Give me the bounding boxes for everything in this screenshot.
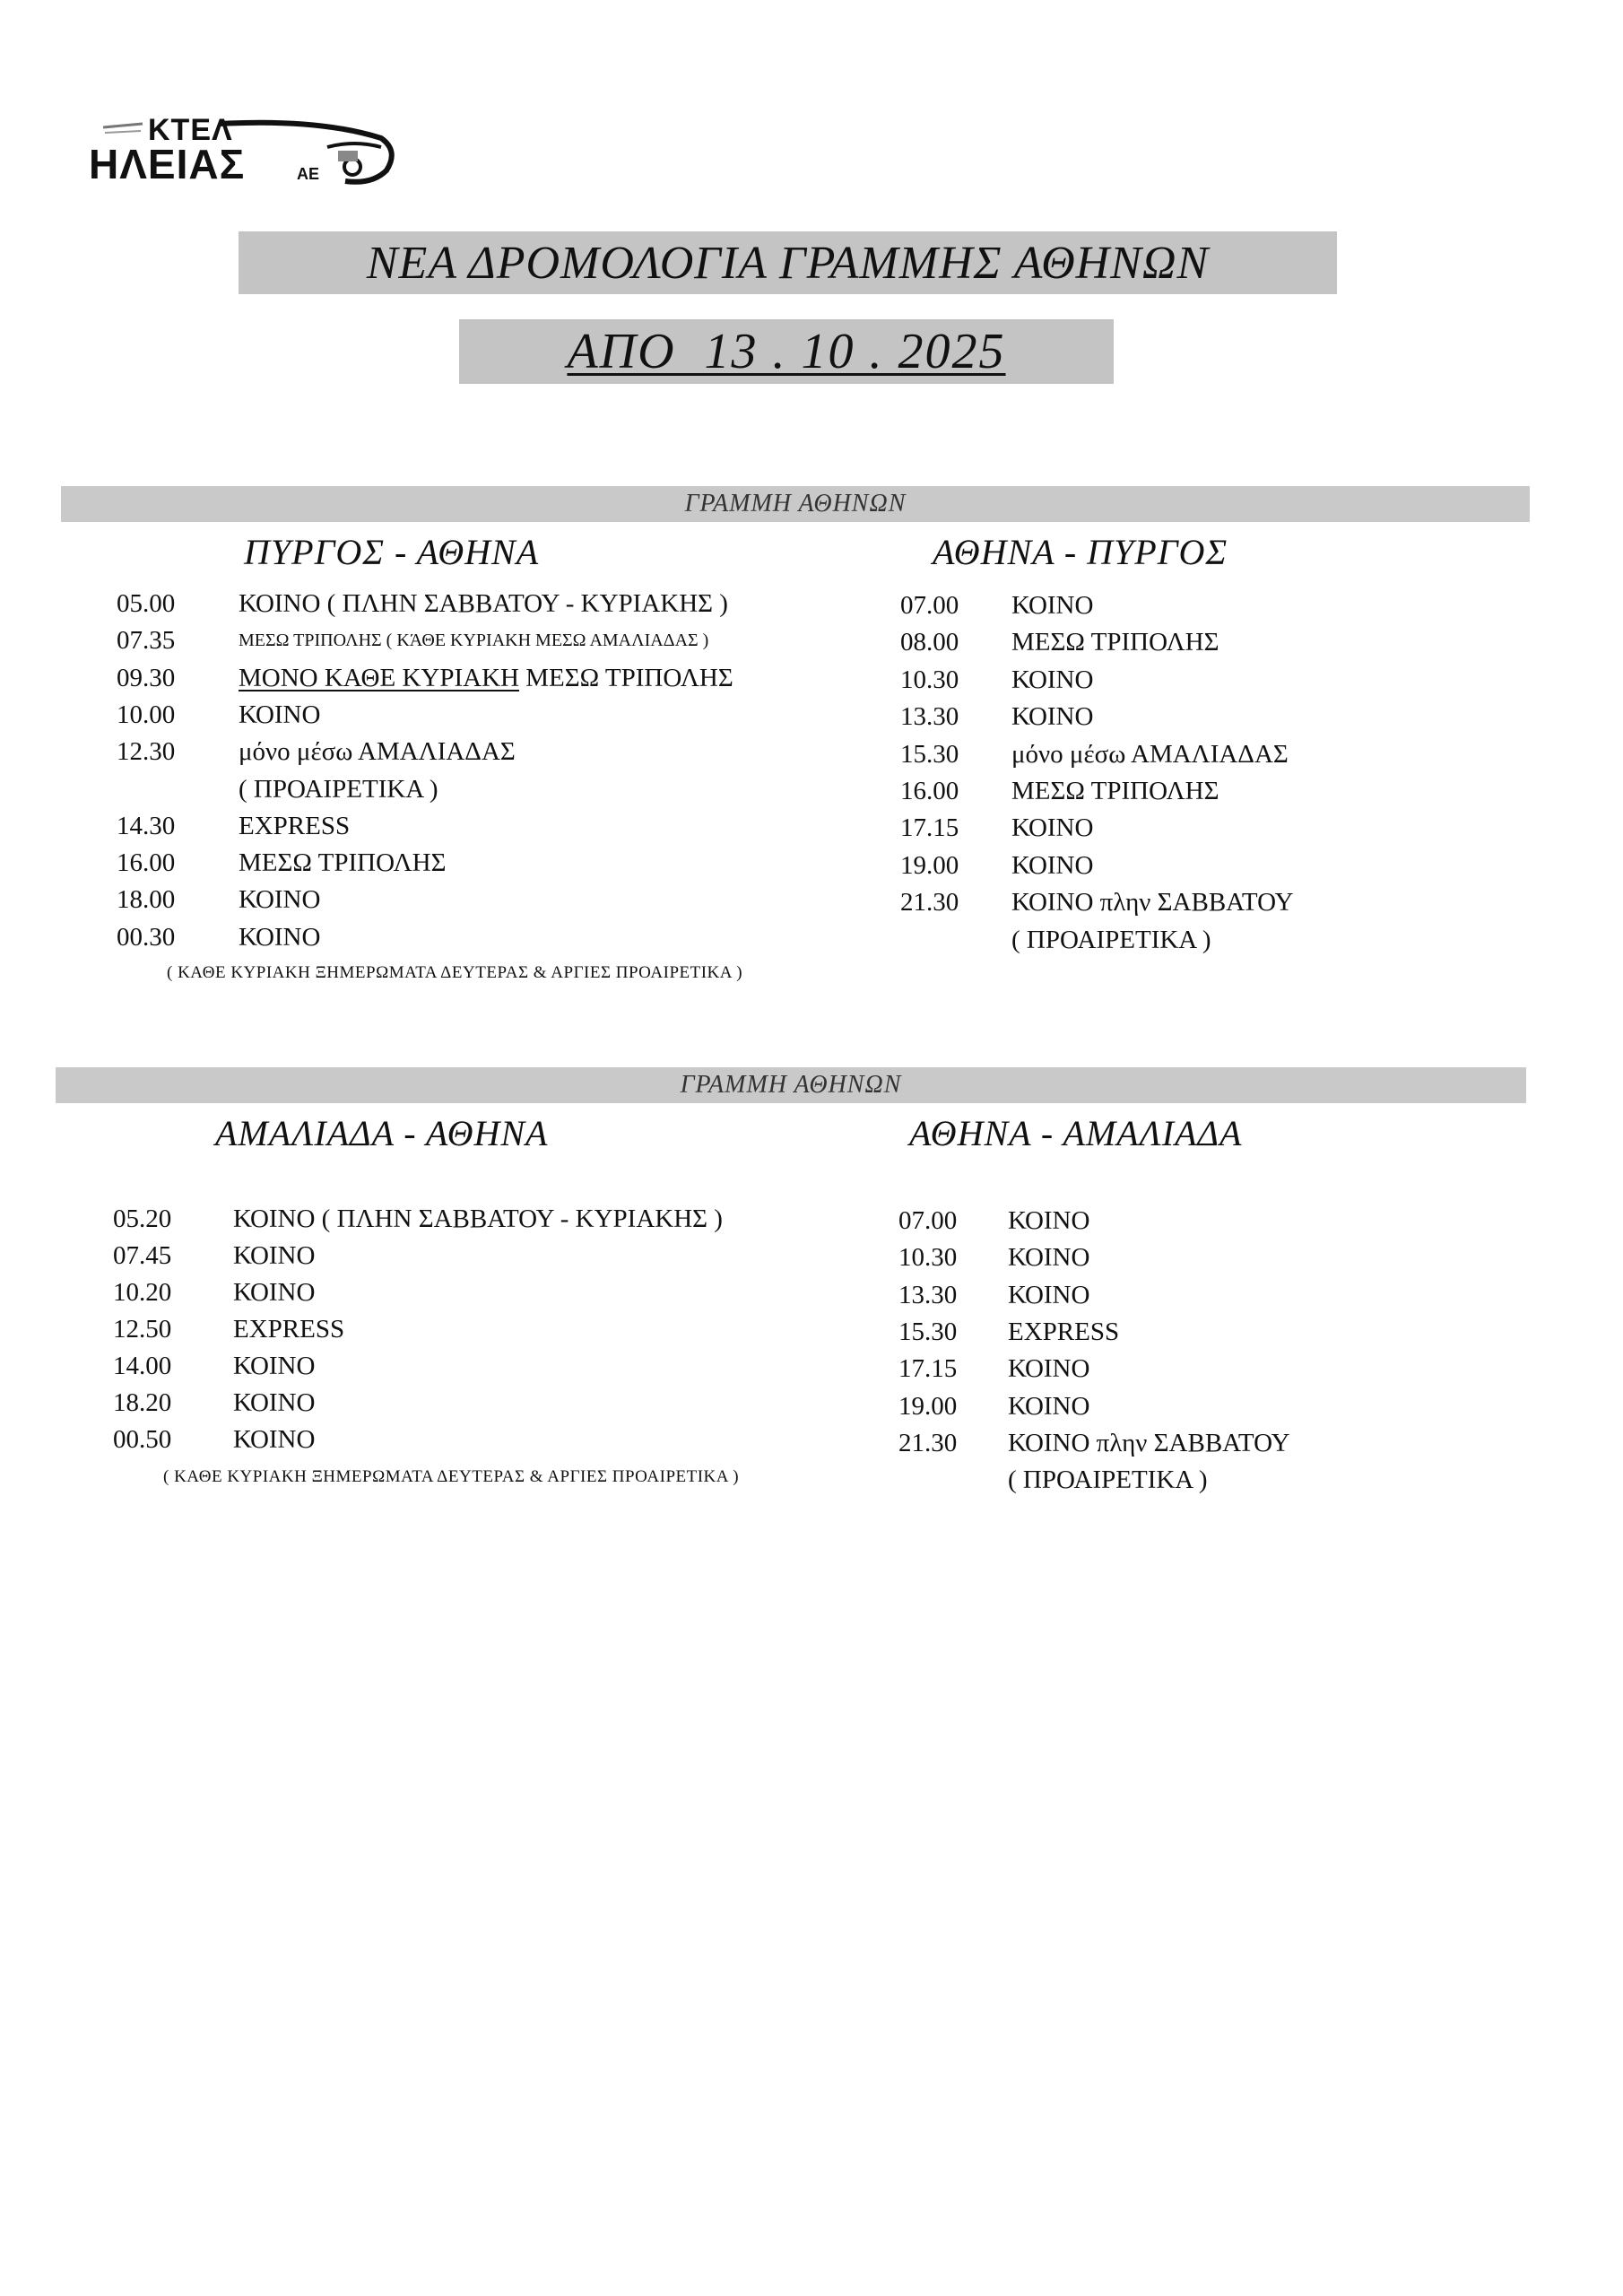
departure-time: 05.20	[113, 1205, 172, 1233]
route-description: ΚΟΙΝΟ	[1008, 1243, 1090, 1273]
route-description: ΚΟΙΝΟ	[1011, 591, 1094, 620]
departure-time: 10.30	[898, 1243, 958, 1273]
route-description-rest: ΜΕΣΩ ΤΡΙΠΟΛΗΣ	[518, 663, 733, 692]
departure-time: 19.00	[900, 850, 959, 880]
departure-time: 12.50	[113, 1315, 172, 1344]
route-description: ΜΕΣΩ ΤΡΙΠΟΛΗΣ	[1011, 777, 1219, 805]
departure-time: 14.30	[117, 811, 176, 840]
departure-time: 18.20	[113, 1388, 172, 1417]
route-heading-amaliada-athina: ΑΜΑΛΙΑΔΑ - ΑΘΗΝΑ	[215, 1113, 549, 1153]
schedule-note: ( ΚΑΘΕ ΚΥΡΙΑΚΗ ΞΗΜΕΡΩΜΑΤΑ ΔΕΥΤΕΡΑΣ & ΑΡΓΙΕΣ ΠΡΟΑΙΡΕΤΙΚΑ )	[163, 1467, 740, 1486]
route-description: ΚΟΙΝΟ	[233, 1425, 316, 1454]
route-description: ΚΟΙΝΟ	[233, 1278, 316, 1307]
departure-time: 15.30	[898, 1317, 958, 1346]
departure-time: 17.15	[898, 1354, 958, 1384]
departure-time: 00.30	[117, 922, 176, 952]
schedule-note: ( ΚΑΘΕ ΚΥΡΙΑΚΗ ΞΗΜΕΡΩΜΑΤΑ ΔΕΥΤΕΡΑΣ & ΑΡΓΙΕΣ ΠΡΟΑΙΡΕΤΙΚΑ )	[167, 963, 743, 982]
route-description: ΚΟΙΝΟ	[1011, 850, 1094, 880]
route-description: μόνο μέσω ΑΜΑΛΙΑΔΑΣ	[1011, 739, 1289, 769]
route-heading-pyrgos-athina: ΠΥΡΓΟΣ - ΑΘΗΝΑ	[244, 532, 540, 572]
departure-time: 14.00	[113, 1352, 172, 1380]
route-description: ΚΟΙΝΟ	[233, 1388, 316, 1417]
route-description: ΜΕΣΩ ΤΡΙΠΟΛΗΣ	[1011, 628, 1219, 657]
company-logo	[85, 115, 408, 185]
page-title-text: ΝΕΑ ΔΡΟΜΟΛΟΓΙΑ ΓΡΑΜΜΗΣ ΑΘΗΝΩΝ	[366, 237, 1210, 289]
departure-time: 21.30	[898, 1428, 958, 1457]
route-description: ΜΕΣΩ ΤΡΙΠΟΛΗΣ ( ΚΆΘΕ ΚΥΡΙΑΚΗ ΜΕΣΩ ΑΜΑΛΙΑΔΑΣ )	[239, 631, 709, 651]
route-description: ΚΟΙΝΟ	[1011, 702, 1094, 732]
departure-time: 10.30	[900, 665, 959, 694]
route-description: ΚΟΙΝΟ	[1011, 665, 1094, 694]
route-description: ΚΟΙΝΟ πλην ΣΑΒΒΑΤΟΥ	[1011, 888, 1294, 918]
section-band-amaliada	[56, 1067, 1526, 1103]
route-description: ΚΟΙΝΟ	[233, 1241, 316, 1270]
route-description-emphasis: ΜΟΝΟ ΚΑΘΕ ΚΥΡΙΑΚΗ	[239, 663, 519, 692]
logo-text-suffix: ΑΕ	[297, 165, 320, 183]
section-band-label: ΓΡΑΜΜΗ ΑΘΗΝΩΝ	[680, 1071, 902, 1099]
departure-time: 16.00	[117, 848, 176, 878]
departure-time: 07.00	[898, 1206, 958, 1235]
route-description: ΚΟΙΝΟ ( ΠΛΗΝ ΣΑΒΒΑΤΟΥ - ΚΥΡΙΑΚΗΣ )	[233, 1205, 723, 1233]
route-description: ΚΟΙΝΟ πλην ΣΑΒΒΑΤΟΥ	[1008, 1428, 1290, 1457]
departure-time: 05.00	[117, 589, 176, 618]
logo-text-bottom: ΗΛΕΙΑΣ	[89, 141, 246, 187]
route-description: EXPRESS	[239, 811, 351, 840]
departure-time: 07.45	[113, 1241, 172, 1270]
departure-time: 07.35	[117, 626, 176, 656]
departure-time: 09.30	[117, 663, 176, 692]
departure-time: 10.20	[113, 1278, 172, 1307]
route-description: ΚΟΙΝΟ	[239, 922, 321, 952]
route-description: ΚΟΙΝΟ	[1011, 813, 1094, 843]
departure-time: 16.00	[900, 777, 959, 805]
departure-time: 00.50	[113, 1425, 172, 1454]
route-description: ΚΟΙΝΟ ( ΠΛΗΝ ΣΑΒΒΑΤΟΥ - ΚΥΡΙΑΚΗΣ )	[239, 589, 728, 618]
route-description: ΚΟΙΝΟ	[1008, 1206, 1090, 1235]
departure-time: 13.30	[900, 702, 959, 732]
page-subtitle-text: ΑΠΟ 13 . 10 . 2025	[567, 324, 1006, 379]
section-band-pyrgos	[61, 486, 1530, 522]
route-description: ΚΟΙΝΟ	[233, 1352, 316, 1380]
departure-time: 10.00	[117, 700, 176, 729]
route-description: ( ΠΡΟΑΙΡΕΤΙΚΑ )	[239, 774, 438, 804]
departure-time: 08.00	[900, 628, 959, 657]
route-description: ΚΟΙΝΟ	[1008, 1354, 1090, 1384]
route-heading-athina-pyrgos: ΑΘΗΝΑ - ΠΥΡΓΟΣ	[933, 532, 1228, 572]
route-description	[239, 663, 733, 693]
departure-time: 13.30	[898, 1280, 958, 1309]
route-description: ( ΠΡΟΑΙΡΕΤΙΚΑ )	[1011, 925, 1211, 954]
route-description: μόνο μέσω ΑΜΑΛΙΑΔΑΣ	[239, 737, 516, 767]
departure-time: 15.30	[900, 739, 959, 769]
departure-time: 12.30	[117, 737, 176, 767]
section-band-label: ΓΡΑΜΜΗ ΑΘΗΝΩΝ	[684, 490, 907, 517]
route-description: ΚΟΙΝΟ	[1008, 1391, 1090, 1421]
departure-time: 19.00	[898, 1391, 958, 1421]
departure-time: 18.00	[117, 885, 176, 915]
route-description: ΚΟΙΝΟ	[1008, 1280, 1090, 1309]
departure-time: 21.30	[900, 888, 959, 918]
page-subtitle	[459, 319, 1114, 384]
route-description: ΚΟΙΝΟ	[239, 885, 321, 915]
page-title	[239, 231, 1337, 294]
route-heading-athina-amaliada: ΑΘΗΝΑ - ΑΜΑΛΙΑΔΑ	[909, 1113, 1243, 1153]
departure-time: 17.15	[900, 813, 959, 843]
departure-time: 07.00	[900, 591, 959, 620]
route-description: ( ΠΡΟΑΙΡΕΤΙΚΑ )	[1008, 1465, 1208, 1495]
route-description: ΜΕΣΩ ΤΡΙΠΟΛΗΣ	[239, 848, 447, 878]
route-description: ΚΟΙΝΟ	[239, 700, 321, 729]
route-description: EXPRESS	[1008, 1317, 1120, 1346]
route-description: EXPRESS	[233, 1315, 345, 1344]
logo-text-top: ΚΤΕΛ	[148, 113, 233, 147]
